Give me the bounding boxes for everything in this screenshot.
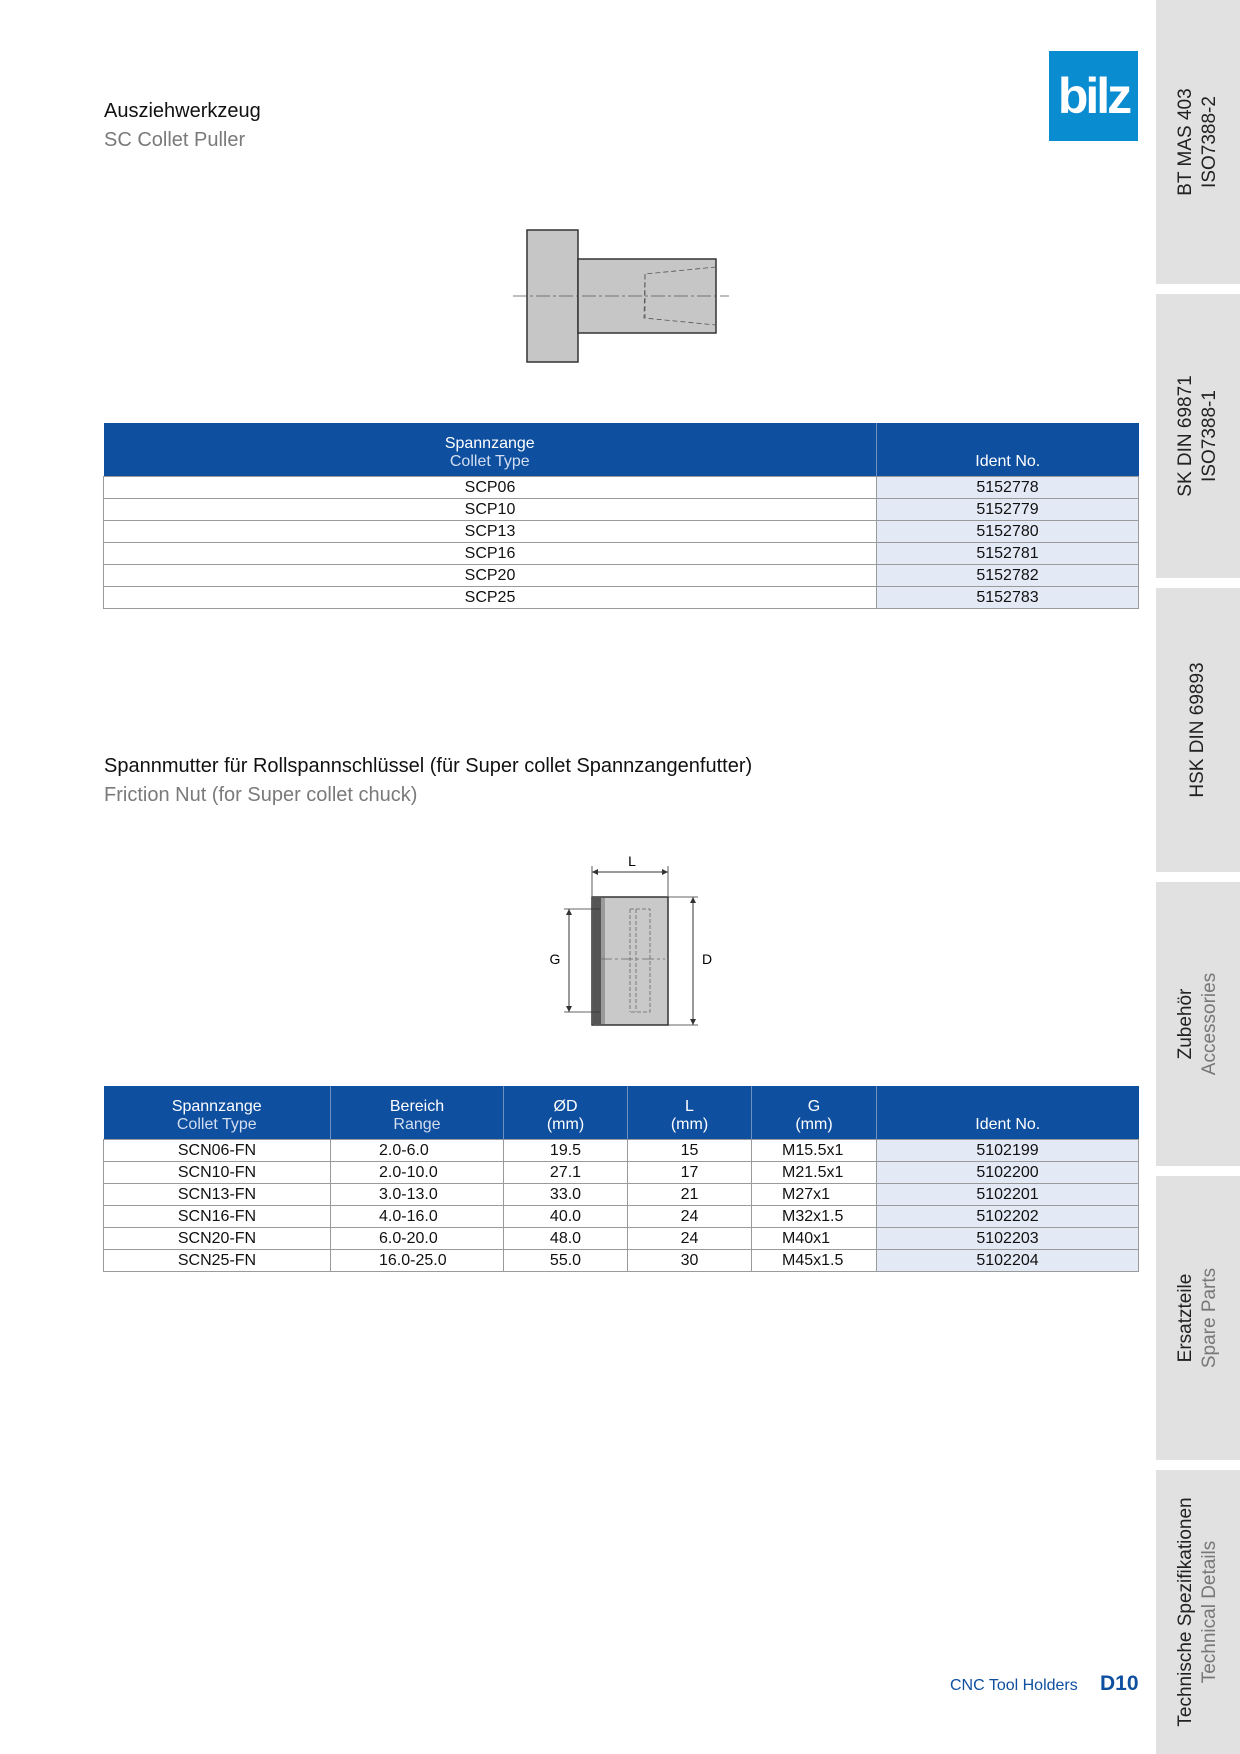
- table-row: [104, 1161, 1139, 1183]
- cell-diameter: 27.1: [504, 1161, 628, 1183]
- collet-puller-table: [103, 423, 1139, 609]
- cell-ident-no: 5152780: [877, 520, 1139, 542]
- cell-collet-type: SCP25: [104, 586, 877, 608]
- cell-thread: M45x1.5: [752, 1249, 877, 1271]
- section1-title-en: SC Collet Puller: [104, 129, 246, 151]
- cell-ident-no: 5102199: [877, 1139, 1139, 1161]
- cell-collet-type: SCP13: [104, 520, 877, 542]
- table-row: [104, 1183, 1139, 1205]
- collet-puller-drawing: [505, 225, 735, 367]
- cell-ident-no: 5102204: [877, 1249, 1139, 1271]
- cell-collet-type: SCN20-FN: [104, 1227, 331, 1249]
- header-range: Bereich Range: [331, 1086, 504, 1139]
- cell-range: 2.0-10.0: [331, 1161, 504, 1183]
- cell-length: 17: [628, 1161, 752, 1183]
- header-ident-no: Ident No.: [877, 423, 1139, 476]
- cell-collet-type: SCP20: [104, 564, 877, 586]
- section2-title-de: Spannmutter für Rollspannschlüssel (für Super collet Spannzangenfutter): [104, 755, 753, 777]
- dim-label-d: D: [702, 951, 713, 967]
- cell-collet-type: SCP10: [104, 498, 877, 520]
- cell-range: 3.0-13.0: [331, 1183, 504, 1205]
- cell-diameter: 48.0: [504, 1227, 628, 1249]
- header-collet-type: Spannzange Collet Type: [104, 1086, 331, 1139]
- cell-diameter: 40.0: [504, 1205, 628, 1227]
- cell-thread: M27x1: [752, 1183, 877, 1205]
- cell-ident-no: 5152781: [877, 542, 1139, 564]
- cell-length: 21: [628, 1183, 752, 1205]
- cell-ident-no: 5152779: [877, 498, 1139, 520]
- table-row: [104, 564, 1139, 586]
- table-row: [104, 1205, 1139, 1227]
- cell-diameter: 55.0: [504, 1249, 628, 1271]
- cell-range: 4.0-16.0: [331, 1205, 504, 1227]
- cell-collet-type: SCN13-FN: [104, 1183, 331, 1205]
- header-diameter: ØD (mm): [504, 1086, 628, 1139]
- section1-title-de: Ausziehwerkzeug: [104, 100, 261, 122]
- cell-length: 24: [628, 1205, 752, 1227]
- cell-length: 24: [628, 1227, 752, 1249]
- cell-ident-no: 5152782: [877, 564, 1139, 586]
- table-row: [104, 498, 1139, 520]
- cell-thread: M40x1: [752, 1227, 877, 1249]
- cell-ident-no: 5102200: [877, 1161, 1139, 1183]
- cell-ident-no: 5102203: [877, 1227, 1139, 1249]
- table-row: [104, 1139, 1139, 1161]
- section2-title-en: Friction Nut (for Super collet chuck): [104, 784, 418, 806]
- friction-nut-drawing: [540, 852, 720, 1032]
- cell-diameter: 19.5: [504, 1139, 628, 1161]
- cell-thread: M21.5x1: [752, 1161, 877, 1183]
- cell-collet-type: SCN10-FN: [104, 1161, 331, 1183]
- cell-length: 15: [628, 1139, 752, 1161]
- side-tab-hsk-din-69893[interactable]: HSK DIN 69893: [1156, 588, 1240, 872]
- table-row: [104, 520, 1139, 542]
- cell-ident-no: 5102201: [877, 1183, 1139, 1205]
- table-row: [104, 1227, 1139, 1249]
- cell-length: 30: [628, 1249, 752, 1271]
- cell-range: 6.0-20.0: [331, 1227, 504, 1249]
- side-tab-spare-parts[interactable]: Ersatzteile Spare Parts: [1156, 1176, 1240, 1460]
- table-row: [104, 1249, 1139, 1271]
- header-length: L (mm): [628, 1086, 752, 1139]
- cell-range: 16.0-25.0: [331, 1249, 504, 1271]
- table-row: [104, 476, 1139, 498]
- cell-collet-type: SCP06: [104, 476, 877, 498]
- cell-thread: M15.5x1: [752, 1139, 877, 1161]
- dim-label-l: L: [628, 853, 636, 869]
- bilz-logo: bilz: [1049, 51, 1138, 141]
- header-thread: G (mm): [752, 1086, 877, 1139]
- side-tab-accessories[interactable]: Zubehör Accessories: [1156, 882, 1240, 1166]
- cell-ident-no: 5152783: [877, 586, 1139, 608]
- dim-label-g: G: [549, 951, 561, 967]
- side-tab-technical-details[interactable]: Technische Spezifikationen Technical Details: [1156, 1470, 1240, 1754]
- cell-diameter: 33.0: [504, 1183, 628, 1205]
- footer-label: CNC Tool Holders: [950, 1677, 1078, 1694]
- cell-ident-no: 5102202: [877, 1205, 1139, 1227]
- cell-range: 2.0-6.0: [331, 1139, 504, 1161]
- page-number: D10: [1100, 1672, 1139, 1695]
- side-tab-bt-mas-403[interactable]: BT MAS 403 ISO7388-2: [1156, 0, 1240, 284]
- cell-ident-no: 5152778: [877, 476, 1139, 498]
- side-tab-sk-din-69871[interactable]: SK DIN 69871 ISO7388-1: [1156, 294, 1240, 578]
- cell-collet-type: SCP16: [104, 542, 877, 564]
- cell-collet-type: SCN06-FN: [104, 1139, 331, 1161]
- header-collet-type: Spannzange Collet Type: [104, 423, 877, 476]
- table-row: [104, 586, 1139, 608]
- cell-collet-type: SCN25-FN: [104, 1249, 331, 1271]
- friction-nut-table: [103, 1086, 1139, 1272]
- cell-thread: M32x1.5: [752, 1205, 877, 1227]
- table-row: [104, 542, 1139, 564]
- cell-collet-type: SCN16-FN: [104, 1205, 331, 1227]
- header-ident-no: Ident No.: [877, 1086, 1139, 1139]
